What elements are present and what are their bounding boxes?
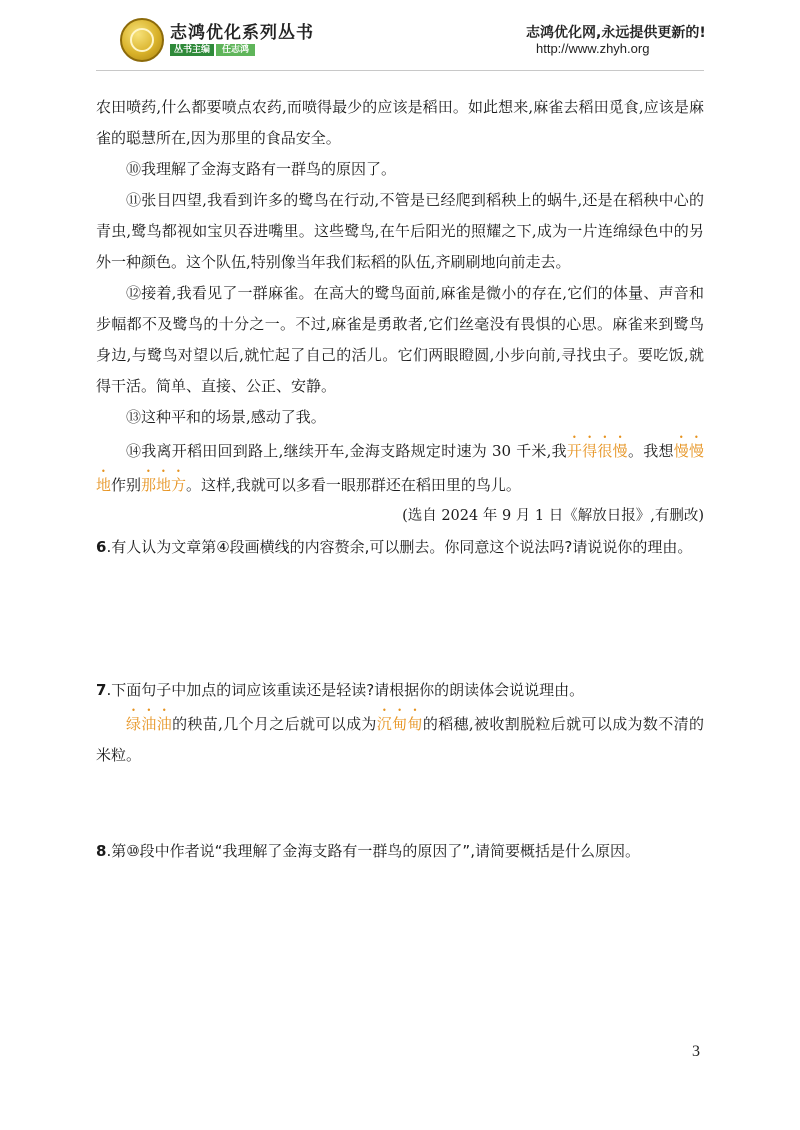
site-slogan: 志鸿优化网,永远提供更新的! <box>526 25 706 41</box>
p14-emphasis-1: 开得很慢 <box>566 442 628 460</box>
question-8-text: .第⑩段中作者说“我理解了金海支路有一群鸟的原因了”,请简要概括是什么原因。 <box>106 842 640 860</box>
editor-label: 丛书主编 <box>170 44 214 56</box>
p14-text-b: 。我想 <box>627 442 674 460</box>
p14-text-a: ⑭我离开稻田回到路上,继续开车,金海支路规定时速为 30 千米,我 <box>126 442 567 460</box>
q7-emphasis-2: 沉甸甸 <box>376 715 423 733</box>
editor-credit <box>170 42 255 55</box>
p14-text-c: 作别 <box>111 476 142 494</box>
question-6-answer-space <box>96 563 704 675</box>
passage-paragraph-14 <box>96 433 704 501</box>
passage-paragraph-10: ⑩我理解了金海支路有一群鸟的原因了。 <box>126 160 397 178</box>
q7-text-b: 的稻穗,被收割脱粒后就可以成为数不清的米粒。 <box>96 715 704 764</box>
header-divider <box>96 70 704 71</box>
page-content <box>96 92 704 867</box>
q7-emphasis-1: 绿油油 <box>126 715 173 733</box>
question-6-text: .有人认为文章第④段画横线的内容赘余,可以删去。你同意这个说法吗?请说说你的理由。 <box>106 538 693 556</box>
page-header <box>0 0 800 74</box>
q7-text-a: 的秧苗,几个月之后就可以成为 <box>172 715 377 733</box>
question-7-answer-space <box>96 771 704 836</box>
question-7-text: .下面句子中加点的词应该重读还是轻读?请根据你的朗读体会说说理由。 <box>106 681 585 699</box>
series-title: 志鸿优化系列丛书 <box>170 23 314 43</box>
passage-paragraph-11: ⑪张目四望,我看到许多的鹭鸟在行动,不管是已经爬到稻秧上的蜗牛,还是在稻秧中心的青虫,鹭鸟都视如宝贝吞进嘴里。这些鹭鸟,在午后阳光的照耀之下,成为一片连绵绿色中的另外一种颜色。这个队伍,特别像当年我们耘稻的队伍,齐刷刷地向前走去。 <box>96 191 704 271</box>
p14-emphasis-3: 那地方 <box>141 476 187 494</box>
question-6-number: 6 <box>96 538 107 556</box>
passage-paragraph-13: ⑬这种平和的场景,感动了我。 <box>126 408 326 426</box>
site-url[interactable]: http://www.zhyh.org <box>536 41 650 56</box>
passage-source: (选自 2024 年 9 月 1 日《解放日报》,有删改) <box>402 508 704 524</box>
question-8 <box>96 836 704 867</box>
p14-text-d: 。这样,我就可以多看一眼那群还在稻田里的鸟儿。 <box>186 476 521 494</box>
p14-emphasis-2: 慢慢地 <box>96 442 704 494</box>
question-6 <box>96 532 704 563</box>
question-7-sentence <box>96 706 704 771</box>
passage-paragraph-continued: 农田喷药,什么都要喷点农药,而喷得最少的应该是稻田。如此想来,麻雀去稻田觅食,应该是麻雀的聪慧所在,因为那里的食品安全。 <box>96 98 704 147</box>
passage-paragraph-12: ⑫接着,我看见了一群麻雀。在高大的鹭鸟面前,麻雀是微小的存在,它们的体量、声音和步幅都不及鹭鸟的十分之一。不过,麻雀是勇敢者,它们丝毫没有畏惧的心思。麻雀来到鹭鸟身边,与鹭鸟对望以后,就忙起了自己的活儿。它们两眼瞪圆,小步向前,寻找虫子。要吃饭,就得干活。简单、直接、公正、安静。 <box>96 284 704 395</box>
page-number: 3 <box>692 1043 700 1060</box>
editor-name: 任志鸿 <box>216 44 255 56</box>
question-8-number: 8 <box>96 842 107 860</box>
question-7 <box>96 675 704 706</box>
question-7-number: 7 <box>96 681 107 699</box>
publisher-logo-icon <box>120 18 164 62</box>
